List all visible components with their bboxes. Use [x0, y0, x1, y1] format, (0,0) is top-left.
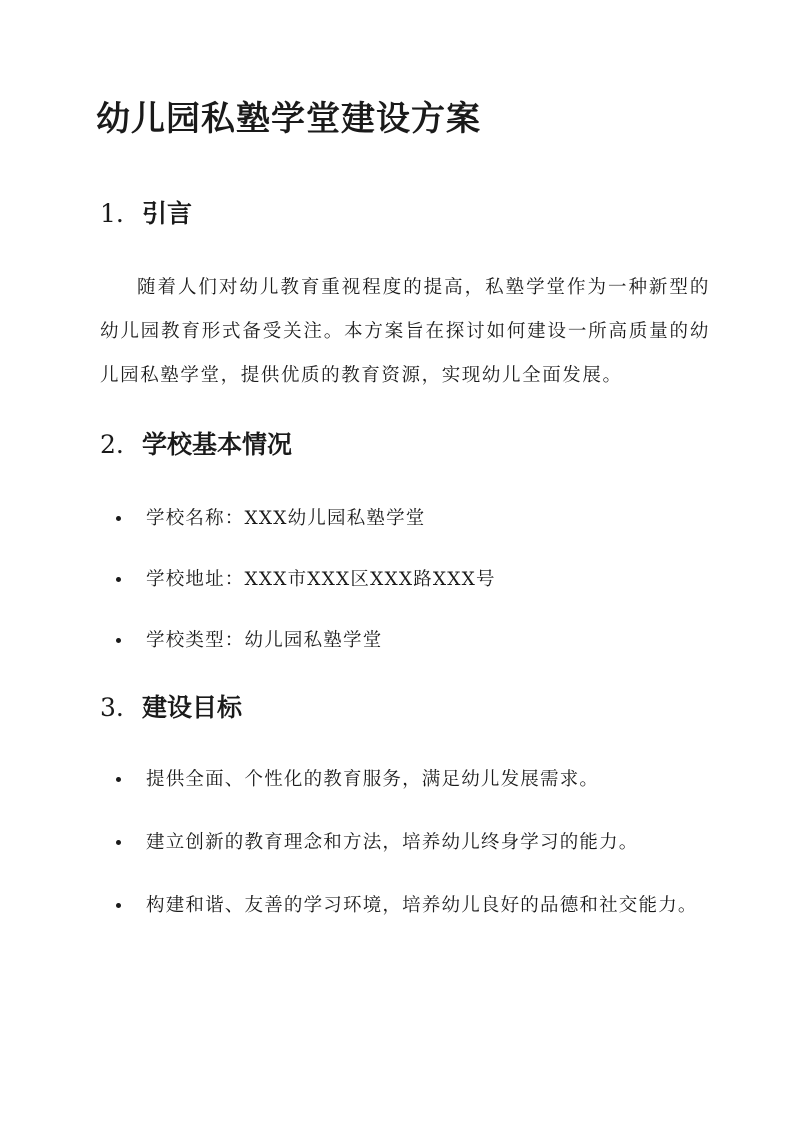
section-number: 1. [100, 199, 124, 228]
list-item-text: 建立创新的教育理念和方法，培养幼儿终身学习的能力。 [146, 832, 639, 853]
section-heading-intro [100, 197, 192, 231]
document-title: 幼儿园私塾学堂建设方案 [96, 99, 481, 139]
section-title: 建设目标 [142, 693, 243, 722]
bullet-icon [116, 516, 121, 521]
bullet-icon [116, 840, 121, 845]
list-item-text: 学校类型：幼儿园私塾学堂 [146, 630, 383, 651]
bullet-icon [116, 903, 121, 908]
section-heading-goals [100, 691, 242, 725]
section-number: 3. [100, 693, 124, 722]
list-item-text: 构建和谐、友善的学习环境，培养幼儿良好的品德和社交能力。 [146, 895, 698, 916]
list-item-text: 学校名称：XXX幼儿园私塾学堂 [146, 508, 426, 529]
list-item [116, 883, 706, 929]
bullet-icon [116, 577, 121, 582]
list-item [116, 820, 706, 866]
bullet-icon [116, 638, 121, 643]
list-item [116, 757, 706, 803]
list-item [116, 496, 706, 542]
bullet-icon [116, 777, 121, 782]
list-item [116, 618, 706, 664]
section-title: 引言 [142, 199, 193, 228]
list-item [116, 557, 706, 603]
list-item-text: 学校地址：XXX市XXX区XXX路XXX号 [146, 569, 496, 590]
section-title: 学校基本情况 [142, 430, 293, 459]
school-info-list [116, 496, 706, 679]
goals-list [116, 757, 706, 946]
section-heading-school-info [100, 428, 292, 462]
intro-paragraph: 随着人们对幼儿教育重视程度的提高，私塾学堂作为一种新型的幼儿园教育形式备受关注。本方案旨在探讨如何建设一所高质量的幼儿园私塾学堂，提供优质的教育资源，实现幼儿全面发展。 [100, 277, 710, 386]
section-number: 2. [100, 430, 124, 459]
list-item-text: 提供全面、个性化的教育服务，满足幼儿发展需求。 [146, 769, 600, 790]
